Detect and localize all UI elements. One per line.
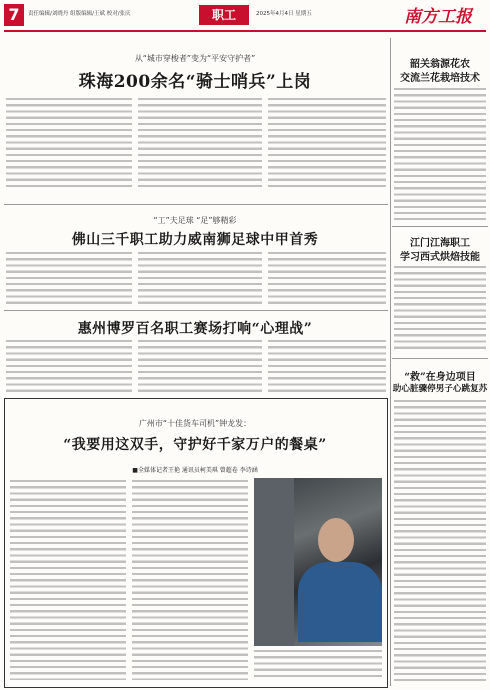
page-number: 7 [4,4,24,26]
article1-kicker: 从“城市穿梭者”变为“平安守护者” [134,54,256,63]
sidebar-item3-title-line1: “救”在身边项目 [404,372,476,383]
divider [4,310,388,311]
article2-text-col2 [138,252,262,304]
article3-text-col1 [6,340,132,392]
article4-text-col3 [254,650,382,680]
article4-kicker: 广州市“十佳货车司机”钟龙发： [138,419,252,428]
article4-text-col1 [10,480,126,680]
divider [392,226,488,227]
article2-kicker: “工”夫足球 “足”够精彩 [153,216,237,225]
article3-text-col2 [138,340,262,392]
article1-text-col3 [268,98,386,190]
section-label: 职工 [199,5,249,25]
article1-headline: 珠海200余名“骑士哨兵”上岗 [78,72,312,92]
article3-text-col3 [268,340,386,392]
article4-byline: ■全媒体记者王艳 通讯员柯美琪 曾超卷 李诗涵 [132,467,258,474]
sidebar-item3-title-line2: 助心脏骤停男子心跳复苏 [392,384,488,394]
article4-text-col2 [132,480,248,680]
sidebar-item1-text [394,88,486,220]
header-rule [4,30,486,32]
sidebar-item3-text [394,400,486,684]
issue-date: 2025年4月4日 星期五 [256,11,312,17]
page-header [0,0,490,40]
article4-headline: “我要用这双手，守护好千家万户的餐桌” [63,437,327,453]
sidebar-item1-title-line2: 交流兰花栽培技术 [400,73,480,84]
sidebar-item2-title-line2: 学习西式烘焙技能 [400,252,480,263]
article1-text-col1 [6,98,132,190]
sidebar-item2-title-line1: 江门江海职工 [410,238,470,249]
truck-driver-photo [254,478,382,646]
sidebar-item1-title-line1: 韶关翁源花农 [410,59,470,70]
divider [4,204,388,205]
editor-credits: 责任编辑/刘晓丹 组版编辑/王斌 校对/张庆 [28,11,131,17]
newspaper-logo: 南方工报 [404,7,472,27]
article2-text-col3 [268,252,386,304]
article2-text-col1 [6,252,132,304]
article3-headline: 惠州博罗百名职工赛场打响“心理战” [77,321,313,337]
sidebar-item2-text [394,266,486,352]
sidebar-divider [390,38,391,686]
article2-headline: 佛山三千职工助力威南狮足球中甲首秀 [71,232,319,248]
article1-text-col2 [138,98,262,190]
divider [392,358,488,359]
